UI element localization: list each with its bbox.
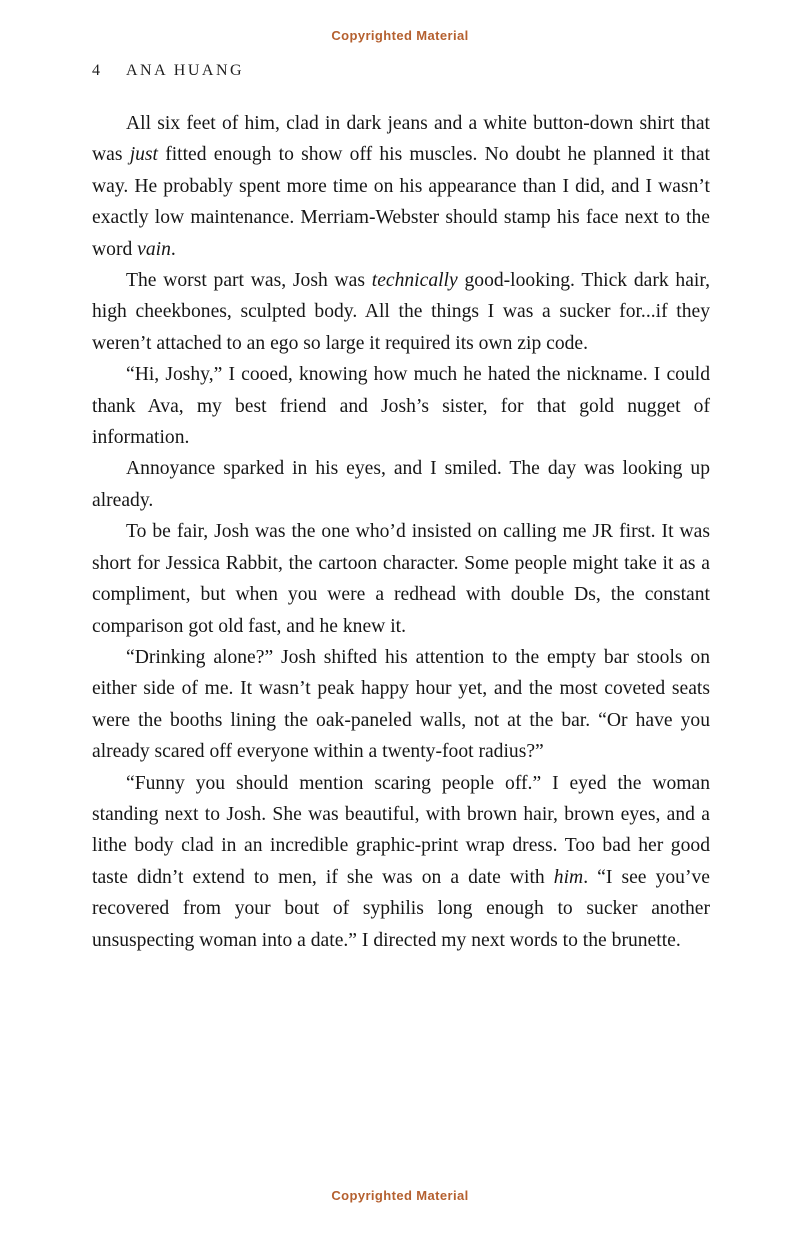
text-run: good-looking. Thick dark hair, high cheekbones, sculpted body. All the things I was a sucker for...if they weren’t attached to an ego so large it required its own zip code. bbox=[92, 270, 710, 354]
italic-text: him bbox=[553, 866, 584, 888]
text-run: All six feet of him, clad in dark jeans and a white button-down shirt that was bbox=[92, 113, 710, 166]
author-name: ANA HUANG bbox=[126, 62, 245, 79]
paragraph bbox=[92, 453, 710, 516]
text-run: . “I see you’ve recovered from your bout of syphilis long enough to sucker another unsuspecting woman into a date.” I directed my next words to the brunette. bbox=[92, 866, 710, 951]
paragraph bbox=[92, 359, 710, 453]
page-number: 4 bbox=[92, 62, 100, 79]
copyright-notice-top: Copyrighted Material bbox=[331, 28, 469, 43]
text-run: The worst part was, Josh was bbox=[126, 270, 372, 292]
body-text bbox=[92, 108, 710, 956]
text-run: “Funny you should mention scaring people off.” I eyed the woman standing next to Josh. She was beautiful, with brown hair, brown eyes, and a lithe body clad in an incredible graphic-print wrap dress. Too bad her good taste didn’t extend to men, if she was on a date with bbox=[92, 772, 710, 888]
paragraph bbox=[92, 642, 710, 768]
running-header bbox=[92, 62, 244, 80]
text-run: Annoyance sparked in his eyes, and I smiled. The day was looking up already. bbox=[92, 458, 710, 511]
italic-text: vain bbox=[137, 238, 171, 260]
paragraph bbox=[92, 108, 710, 265]
text-run: “Drinking alone?” Josh shifted his attention to the empty bar stools on either side of me. It wasn’t peak happy hour yet, and the most coveted seats were the booths lining the oak-paneled walls, not at the bar. “Or have you already scared off everyone within a twenty-foot radius?” bbox=[92, 646, 710, 763]
paragraph bbox=[92, 516, 710, 642]
copyright-notice-bottom: Copyrighted Material bbox=[331, 1188, 469, 1203]
paragraph bbox=[92, 265, 710, 359]
text-run: fitted enough to show off his muscles. No doubt he planned it that way. He probably spent more time on his appearance than I did, and I wasn’t exactly low maintenance. Merriam-Webster should stamp his face next to the word bbox=[92, 144, 710, 260]
italic-text: technically bbox=[371, 270, 458, 292]
text-run: . bbox=[170, 238, 176, 260]
italic-text: just bbox=[129, 144, 158, 166]
paragraph bbox=[92, 768, 710, 956]
text-run: “Hi, Joshy,” I cooed, knowing how much he hated the nickname. I could thank Ava, my best friend and Josh’s sister, for that gold nugget of information. bbox=[92, 364, 710, 449]
text-run: To be fair, Josh was the one who’d insisted on calling me JR first. It was short for Jessica Rabbit, the cartoon character. Some people might take it as a compliment, but when you were a redhead with double Ds, the constant comparison got old fast, and he knew it. bbox=[92, 521, 710, 637]
